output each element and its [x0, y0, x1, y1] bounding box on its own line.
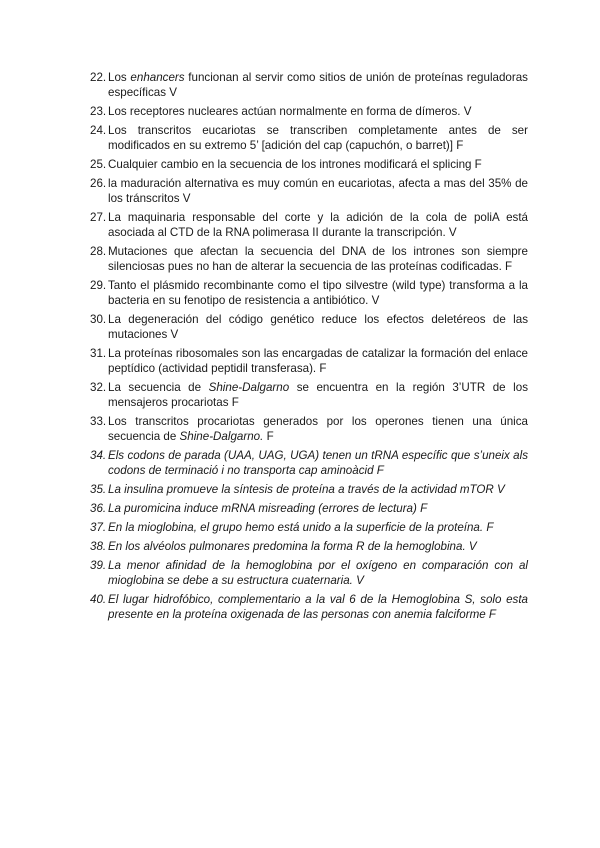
text-segment: Los transcritos eucariotas se transcriben completamente antes de ser modificados en su extremo 5’ [adición del cap (capuchón, o barret)] F: [108, 124, 528, 152]
item-number: 35.: [90, 483, 107, 496]
item-text: [108, 105, 471, 118]
item-number: 39.: [90, 559, 107, 572]
item-text: [108, 483, 505, 496]
item-number: 24.: [90, 124, 107, 137]
text-segment: La secuencia de: [108, 381, 209, 394]
italic-term: Shine-Dalgarno: [208, 381, 290, 394]
item-number: 36.: [90, 502, 107, 515]
text-segment: funcionan al servir como sitios de unión de proteínas reguladoras específicas V: [108, 71, 528, 99]
item-number: 25.: [90, 158, 107, 171]
item-number: 40.: [90, 593, 107, 606]
text-segment: La degeneración del código genético reduce los efectos deletéreos de las mutaciones V: [108, 313, 528, 341]
item-number: 29.: [90, 279, 107, 292]
item-text: [108, 158, 482, 171]
item-text: [108, 71, 528, 99]
list-item: [90, 520, 528, 535]
text-segment: Tanto el plásmido recombinante como el tipo silvestre (wild type) transforma a la bacteria en su fenotipo de resistencia a antibiótico. V: [108, 279, 528, 307]
text-segment: F: [263, 430, 274, 443]
list-item: [90, 312, 528, 342]
item-text: [108, 521, 493, 534]
item-text: [108, 415, 528, 443]
item-text: [108, 593, 528, 621]
text-segment: La puromicina induce mRNA misreading (errores de lectura) F: [108, 502, 428, 515]
list-item: [90, 539, 528, 554]
item-text: [108, 313, 528, 341]
item-text: [108, 347, 528, 375]
item-text: [108, 449, 528, 477]
item-text: [108, 177, 528, 205]
italic-term: enhancers: [130, 71, 185, 84]
list-item: [90, 592, 528, 622]
list-item: [90, 70, 528, 100]
item-number: 30.: [90, 313, 107, 326]
list-item: [90, 414, 528, 444]
text-segment: se encuentra en la región 3’UTR de los mensajeros procariotas F: [108, 381, 528, 409]
item-number: 33.: [90, 415, 107, 428]
text-segment: La insulina promueve la síntesis de proteína a través de la actividad mTOR V: [108, 483, 505, 496]
text-segment: Cualquier cambio en la secuencia de los intrones modificará el splicing F: [108, 158, 482, 171]
item-text: [108, 279, 528, 307]
list-item: [90, 210, 528, 240]
list-item: [90, 482, 528, 497]
item-text: [108, 124, 528, 152]
item-text: [108, 211, 528, 239]
item-text: [108, 559, 528, 587]
list-item: [90, 176, 528, 206]
item-text: [108, 381, 528, 409]
list-item: [90, 244, 528, 274]
text-segment: En la mioglobina, el grupo hemo está unido a la superficie de la proteína. F: [108, 521, 494, 534]
item-number: 37.: [90, 521, 107, 534]
text-segment: Los: [108, 71, 131, 84]
text-segment: La proteínas ribosomales son las encargadas de catalizar la formación del enlace peptídico (actividad peptidil transferasa). F: [108, 347, 528, 375]
text-segment: la maduración alternativa es muy común en eucariotas, afecta a mas del 35% de los tránscritos V: [108, 177, 528, 205]
item-number: 31.: [90, 347, 107, 360]
text-segment: Els codons de parada (UAA, UAG, UGA) tenen un tRNA específic que s’uneix als codons de terminació i no transporta cap aminoàcid F: [108, 449, 528, 477]
list-item: [90, 278, 528, 308]
item-number: 22.: [90, 71, 107, 84]
item-text: [108, 540, 477, 553]
item-number: 27.: [90, 211, 107, 224]
item-number: 32.: [90, 381, 107, 394]
item-number: 26.: [90, 177, 107, 190]
list-item: [90, 380, 528, 410]
list-item: [90, 346, 528, 376]
item-text: [108, 245, 528, 273]
item-number: 23.: [90, 105, 107, 118]
list-item: [90, 104, 528, 119]
text-segment: Mutaciones que afectan la secuencia del DNA de los intrones son siempre silenciosas pues no han de alterar la secuencia de las proteínas codificadas. F: [108, 245, 528, 273]
text-segment: La maquinaria responsable del corte y la adición de la cola de poliA está asociada al CTD de la RNA polimerasa II durante la transcripción. V: [108, 211, 528, 239]
text-segment: Los transcritos procariotas generados por los operones tienen una única secuencia de: [108, 415, 528, 443]
italic-term: Shine-Dalgarno.: [179, 430, 264, 443]
question-list: [90, 70, 528, 626]
text-segment: Los receptores nucleares actúan normalmente en forma de dímeros. V: [108, 105, 472, 118]
item-number: 28.: [90, 245, 107, 258]
list-item: [90, 558, 528, 588]
text-segment: La menor afinidad de la hemoglobina por el oxígeno en comparación con al mioglobina se debe a su estructura cuaternaria. V: [108, 559, 528, 587]
list-item: [90, 123, 528, 153]
item-text: [108, 502, 427, 515]
item-number: 34.: [90, 449, 107, 462]
item-number: 38.: [90, 540, 107, 553]
list-item: [90, 157, 528, 172]
text-segment: En los alvéolos pulmonares predomina la forma R de la hemoglobina. V: [108, 540, 477, 553]
list-item: [90, 448, 528, 478]
list-item: [90, 501, 528, 516]
text-segment: El lugar hidrofóbico, complementario a la val 6 de la Hemoglobina S, solo esta presente en la proteína oxigenada de las personas con anemia falciforme F: [108, 593, 528, 621]
